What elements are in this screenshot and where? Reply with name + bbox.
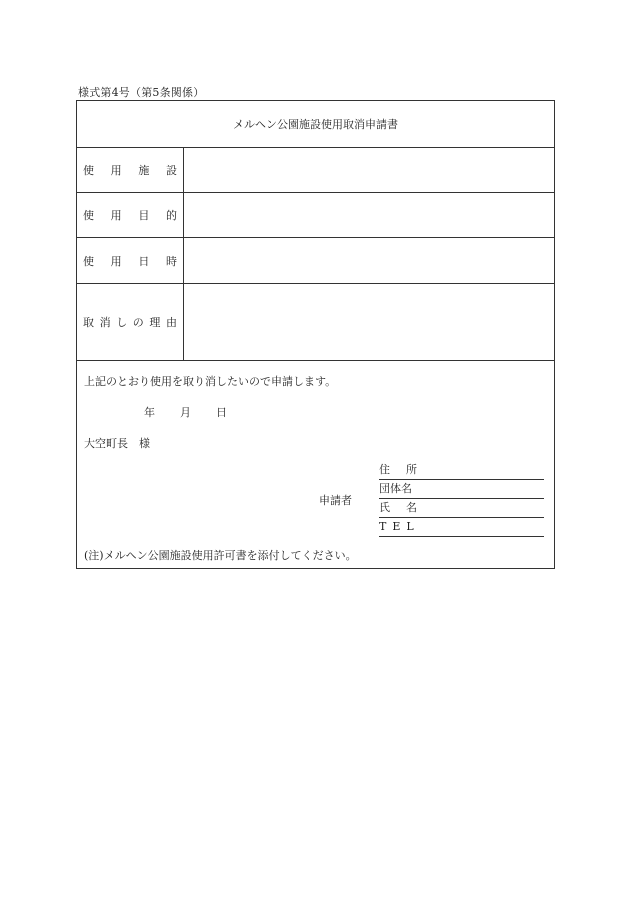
field-label-char: L [406, 520, 414, 533]
date-month: 月 [180, 406, 191, 419]
statement: 上記のとおり使用を取り消したいので申請します。 [84, 375, 337, 388]
label-char: 用 [110, 209, 122, 222]
applicant-label: 申請者 [319, 494, 352, 507]
label-char: 用 [110, 164, 122, 177]
date-year: 年 [144, 406, 155, 419]
datetime-field[interactable] [184, 238, 554, 283]
label-char: 使 [83, 209, 94, 222]
field-label-char: 名 [406, 501, 417, 514]
label-char: 由 [165, 316, 177, 329]
field-label-char: 所 [406, 463, 417, 476]
label-char: 消 [99, 316, 111, 329]
purpose-field[interactable] [184, 193, 554, 237]
label-char: 取 [83, 316, 94, 329]
label-reason [77, 284, 184, 360]
label-purpose [77, 193, 184, 237]
field-label-char: 氏 [379, 501, 390, 514]
label-char: 的 [165, 209, 177, 222]
label-char: 用 [110, 254, 122, 268]
field-label-char: E [392, 520, 401, 533]
row-facility [77, 148, 554, 193]
label-facility [77, 148, 184, 192]
row-datetime [77, 238, 554, 284]
reason-field[interactable] [184, 284, 554, 360]
label-char: 時 [165, 254, 177, 268]
note: (注)メルヘン公園施設使用許可書を添付してください。 [84, 549, 357, 562]
field-label-char: 住 [379, 463, 390, 476]
name-field[interactable] [379, 501, 544, 518]
field-label: 団体名 [379, 482, 412, 495]
form-number: 様式第4号（第5条関係） [78, 86, 205, 99]
application-form [76, 100, 555, 569]
date-day: 日 [216, 406, 227, 419]
facility-field[interactable] [184, 148, 554, 192]
group-name-field[interactable] [379, 482, 544, 499]
row-purpose [77, 193, 554, 238]
field-label-char: T [379, 520, 387, 533]
label-char: 理 [149, 316, 161, 329]
addressee: 大空町長 様 [84, 437, 150, 450]
label-char: 使 [83, 164, 94, 177]
address-field[interactable] [379, 463, 544, 480]
label-char: 目 [138, 209, 150, 222]
label-char: の [132, 316, 144, 329]
tel-field[interactable] [379, 520, 544, 537]
row-reason [77, 284, 554, 361]
label-char: 施 [138, 164, 150, 177]
label-char: 使 [83, 254, 94, 268]
label-datetime [77, 238, 184, 283]
label-char: 日 [138, 254, 150, 268]
label-char: 設 [165, 164, 177, 177]
form-title: メルヘン公園施設使用取消申請書 [77, 101, 554, 148]
label-char: し [116, 316, 128, 329]
